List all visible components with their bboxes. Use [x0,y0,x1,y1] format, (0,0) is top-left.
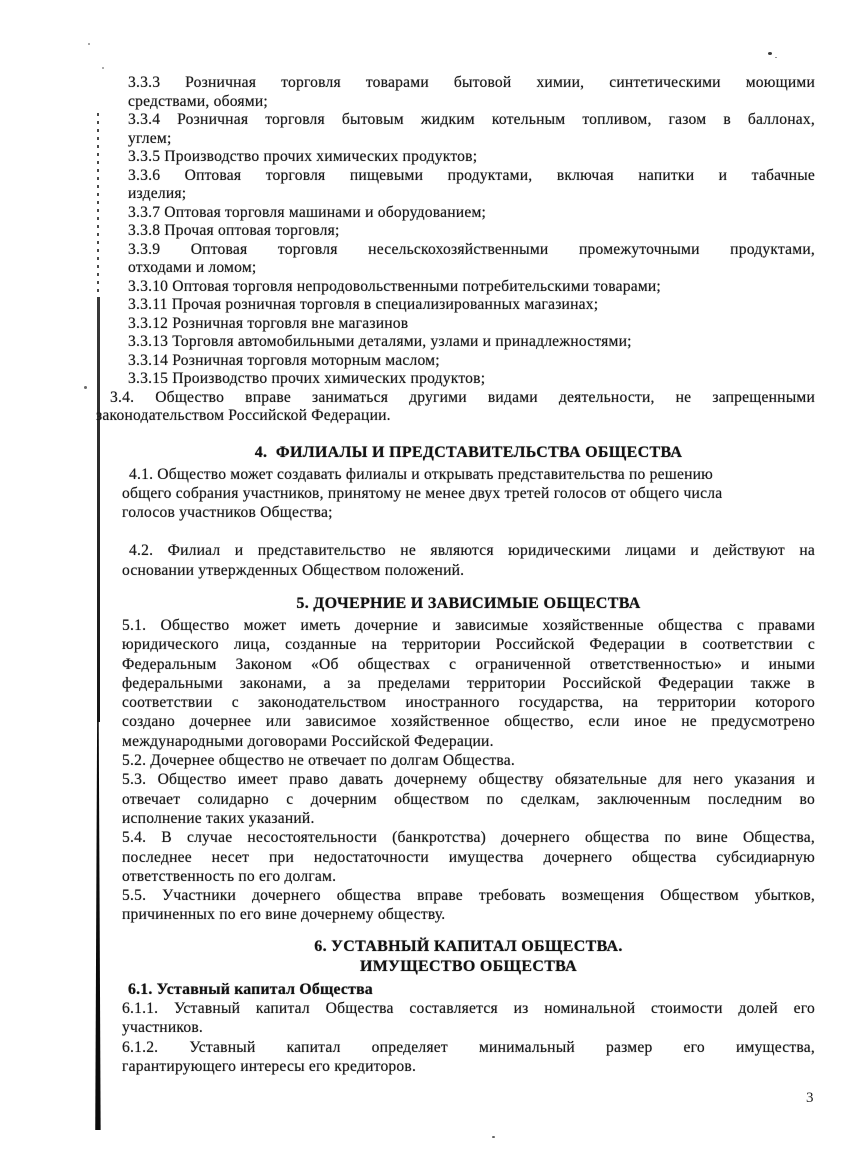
text-line: последнее несет при недостаточности имущества дочернего общества субсидиарную [122,848,815,866]
text-line: 3.3.14 Розничная торговля моторным маслом; [128,351,440,369]
text-line: 5.5. Участники дочернего общества вправе требовать возмещения Обществом убытков, [122,887,815,905]
text-line: общего собрания участников, принятому не менее двух третей голосов от общего числа [122,484,723,502]
scan-speck [84,386,87,389]
text-line: исполнение таких указаний. [122,809,315,827]
para-3-3-11 [128,296,815,315]
text-line: 3.3.9 Оптовая торговля несельскохозяйственными промежуточными продуктами, [128,240,815,258]
section-5-heading: 5. ДОЧЕРНИЕ И ЗАВИСИМЫЕ ОБЩЕСТВА [296,594,641,612]
text-line: Федеральным Законом «Об обществах с ограниченной ответственностью» и иными [122,655,815,673]
text-line: основании утвержденных Обществом положений. [122,561,465,579]
scan-speck [88,43,90,45]
text-line: 3.3.8 Прочая оптовая торговля; [128,222,340,239]
section-6-heading-line2: ИМУЩЕСТВО ОБЩЕСТВА [360,958,577,976]
para-3-3-12 [128,315,815,334]
text-line: 3.3.12 Розничная торговля вне магазинов [128,314,409,332]
text-line: 4.2. Филиал и представительство не являются юридическими лицами и действуют на [129,542,815,560]
text-line: 4.1. Общество может создавать филиалы и открывать представительства по решению [129,465,714,483]
scan-binding-line-top [97,113,99,297]
section-6-heading-line1: 6. УСТАВНЫЙ КАПИТАЛ ОБЩЕСТВА. [314,937,623,955]
text-line: 3.3.5 Производство прочих химических продуктов; [128,148,478,165]
scan-binding-line-bottom [95,722,101,1130]
sections-4-to-6 [122,443,815,1077]
text-line: средствами, обоями; [128,92,268,110]
para-3-3-15 [128,370,815,389]
para-3-3-10 [128,278,815,297]
text-line: 5.1. Общество может иметь дочерние и зависимые хозяйственные общества с правами [122,616,815,634]
text-line: гарантирующего интересы его кредиторов. [122,1057,417,1075]
para-3-3-14 [128,352,815,371]
text-line: голосов участников Общества; [122,504,333,522]
text-line: изделия; [128,185,187,202]
page-number: 3 [806,1090,814,1106]
text-line: 3.3.4 Розничная торговля бытовым жидким котельным топливом, газом в баллонах, [128,111,815,128]
text-line: отвечает солидарно с дочерним обществом по сделкам, заключенным последним во [122,790,815,808]
para-3-3-8 [128,222,815,241]
text-line: 6.1.1. Уставный капитал Общества составляется из номинальной стоимости долей его [122,1000,815,1018]
text-line: 3.3.6 Оптовая торговля пищевыми продуктами, включая напитки и табачные [128,166,815,184]
para-6-1-2 [122,1038,815,1077]
text-line: 3.3.11 Прочая розничная торговля в специализированных магазинах; [128,296,599,313]
para-6-1-1 [122,999,815,1038]
section-6-heading [122,937,815,978]
text-line: 3.3.15 Производство прочих химических продуктов; [128,370,486,387]
text-line: соответствии с законодательством иностранного государства, на территории которого [122,694,815,712]
para-5-1 [122,616,815,751]
para-3-3-4 [128,111,815,148]
para-3-3-9 [128,241,815,278]
para-5-4 [122,828,815,886]
para-4-1 [122,465,815,523]
text-line: международными договорами Российской Федерации. [122,732,494,750]
text-line: 3.3.10 Оптовая торговля непродовольственными потребительскими товарами; [128,277,661,295]
text-line: причиненных по его вине дочернему обществу. [122,906,446,924]
scan-binding-line-middle [97,297,100,722]
text-line: создано дочернее или зависимое хозяйственное общество, если иное не предусмотрено [122,713,815,731]
para-3-3-3 [128,74,815,111]
text-line: 6.1.2. Уставный капитал определяет минимальный размер его имущества, [122,1038,815,1056]
para-3-3-13 [128,333,815,352]
para-5-5 [122,886,815,925]
text-line: 3.3.3 Розничная торговля товарами бытовой химии, синтетическими моющими [128,74,815,91]
para-5-2 [122,751,815,770]
text-line: углем; [128,129,172,147]
text-line: 3.4. Общество вправе заниматься другими видами деятельности, не запрещенными [110,388,815,406]
text-line: 5.3. Общество имеет право давать дочернему обществу обязательные для него указания и [122,771,815,789]
text-line: 3.3.13 Торговля автомобильными деталями, узлами и принадлежностями; [128,333,632,350]
section-4-heading: 4. ФИЛИАЛЫ И ПРЕДСТАВИТЕЛЬСТВА ОБЩЕСТВА [254,443,683,461]
section-3-activities [96,0,815,426]
para-5-3 [122,770,815,828]
para-4-2 [122,541,815,580]
text-line: федеральными законами, а за пределами территории Российской Федерации также в [122,674,815,692]
text-line: юридического лица, созданные на территории Российской Федерации в соответствии с [122,636,815,654]
text-line: 5.4. В случае несостоятельности (банкротства) дочернего общества по вине Общества, [122,829,815,847]
para-3-4 [96,389,815,426]
text-line: ответственность по его долгам. [122,867,337,885]
text-line: 3.3.7 Оптовая торговля машинами и оборудованием; [128,203,487,221]
section-6-1-subheading: 6.1. Уставный капитал Общества [128,980,373,998]
scan-speck [102,67,104,69]
scan-speck [492,1136,495,1138]
para-3-3-6 [128,167,815,204]
document-text-column [96,0,815,1076]
text-line: участников. [122,1019,204,1037]
para-3-3-7 [128,204,815,223]
text-line: законодательством Российской Федерации. [96,407,391,424]
text-line: отходами и ломом; [128,259,257,276]
text-line: 5.2. Дочернее общество не отвечает по долгам Общества. [122,752,515,770]
para-3-3-5 [128,148,815,167]
